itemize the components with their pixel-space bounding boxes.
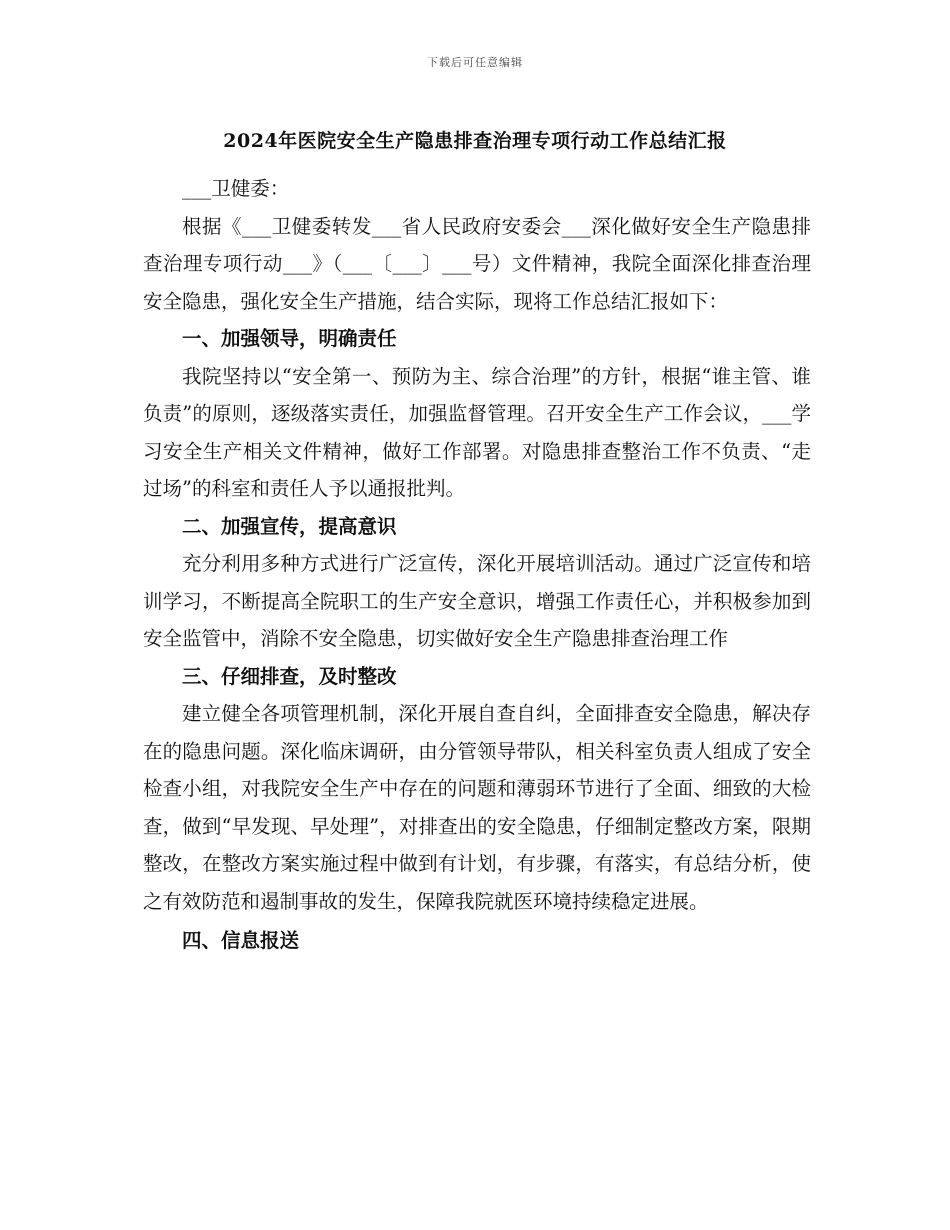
section-heading-3: 三、仔细排查，及时整改 [182,664,397,688]
section-heading-1: 一、加强领导，明确责任 [182,327,397,350]
section-heading-2: 二、加强宣传，提高意识 [182,514,397,538]
document-body [143,170,811,960]
section-body-3: 建立健全各项管理机制，深化开展自查自纠，全面排查安全隐患，解决存在的隐患问题。深化临床调研，由分管领导带队，相关科室负责人组成了安全检查小组，对我院安全生产中存在的问题和薄弱环节进行了全面、细致的大检查，做到“早发现、早处理”，对排查出的安全隐患，仔细制定整改方案，限期整改，在整改方案实施过程中做到有计划，有步骤，有落实，有总结分析，使之有效防范和遏制事故的发生，保障我院就医环境持续稳定进展。 [143,702,811,913]
section-body-1: 我院坚持以“安全第一、预防为主、综合治理”的方针，根据“谁主管、谁负责”的原则，逐级落实责任，加强监督管理。召开安全生产工作会议，___学习安全生产相关文件精神，做好工作部署。对隐患排查整治工作不负责、“走过场”的科室和责任人予以通报批判。 [143,364,811,500]
salutation: ___卫健委： [182,177,290,200]
section-body-2: 充分利用多种方式进行广泛宣传，深化开展培训活动。通过广泛宣传和培训学习，不断提高全院职工的生产安全意识，增强工作责任心，并积极参加到安全监管中，消除不安全隐患，切实做好安全生产隐患排查治理工作 [143,552,811,650]
section-heading-4: 四、信息报送 [182,929,300,952]
document-title: 2024年医院安全生产隐患排查治理专项行动工作总结汇报 [223,130,727,152]
header-note: 下载后可任意编辑 [427,56,523,69]
intro-paragraph: 根据《___卫健委转发___省人民政府安委会___深化做好安全生产隐患排查治理专项行动___》（___〔___〕___号）文件精神，我院全面深化排查治理安全隐患，强化安全生产措施，结合实际，现将工作总结汇报如下： [143,214,811,313]
